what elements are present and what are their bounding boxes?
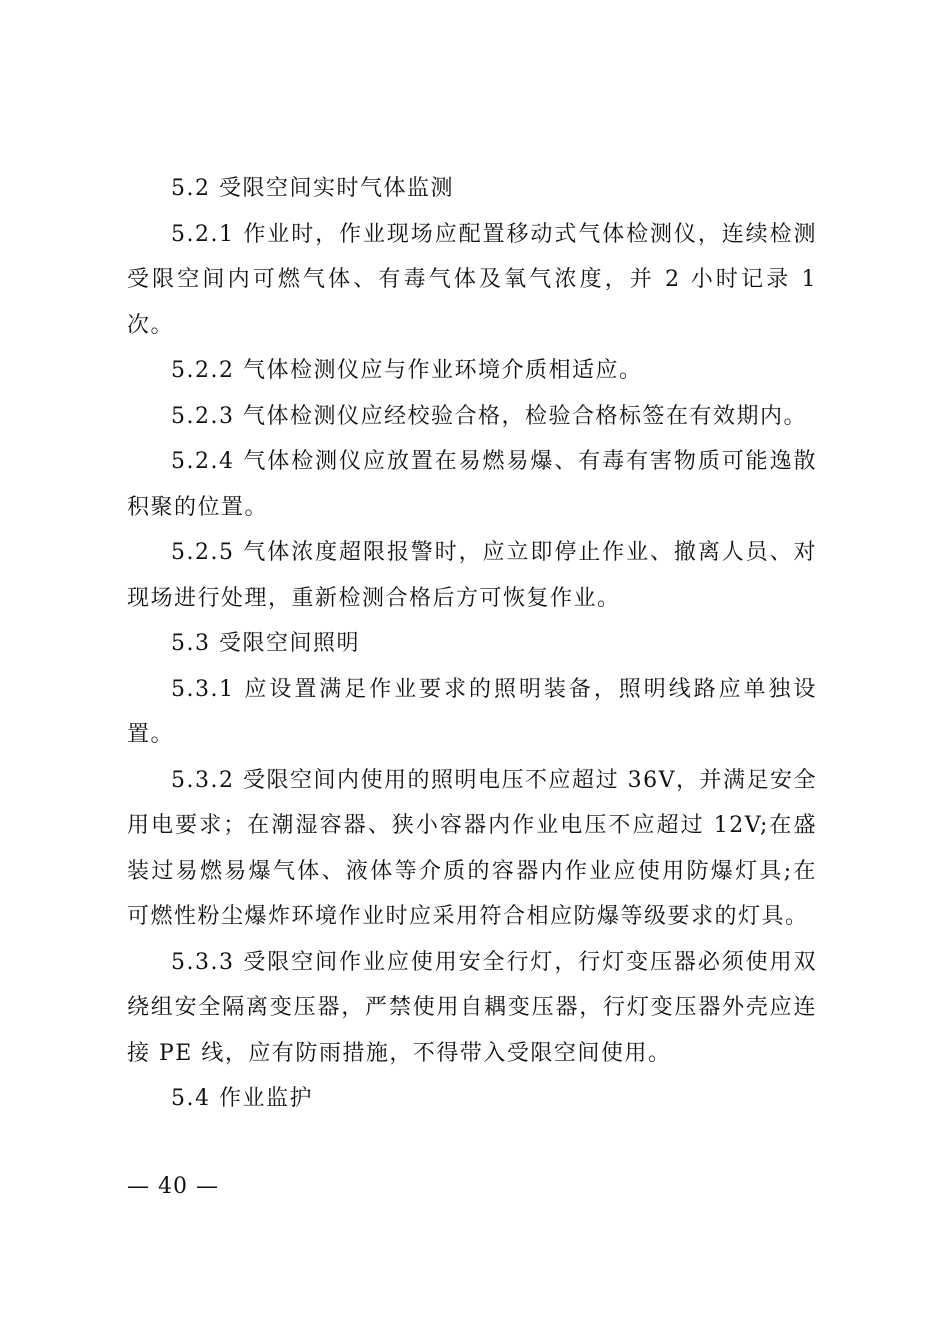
section-heading-5-4: 5.4 作业监护 [171,1086,313,1111]
clause-5-3-2: 5.3.2 受限空间内使用的照明电压不应超过 36V，并满足安全用电要求；在潮湿容器、狭小容器内作业电压不应超过 12V;在盛装过易燃易爆气体、液体等介质的容器内作业应使用防爆灯具;在可燃性粉尘爆炸环境作业时应采用符合相应防爆等级要求的灯具。 [127,767,817,929]
clause-5-3-1: 5.3.1 应设置满足作业要求的照明装备，照明线路应单独设置。 [127,676,817,747]
clause-5-2-5: 5.2.5 气体浓度超限报警时，应立即停止作业、撤离人员、对现场进行处理，重新检测合格后方可恢复作业。 [127,540,817,611]
section-heading-5-3: 5.3 受限空间照明 [171,631,360,656]
clause-5-3-3: 5.3.3 受限空间作业应使用安全行灯，行灯变压器必须使用双绕组安全隔离变压器，严禁使用自耦变压器，行灯变压器外壳应连接 PE 线，应有防雨措施，不得带入受限空间使用。 [127,949,817,1066]
page-body [127,166,817,1122]
clause-5-2-3: 5.2.3 气体检测仪应经校验合格，检验合格标签在有效期内。 [171,403,807,429]
clause-5-2-2: 5.2.2 气体检测仪应与作业环境介质相适应。 [171,358,643,383]
section-heading-5-2: 5.2 受限空间实时气体监测 [171,176,454,201]
clause-5-2-4: 5.2.4 气体检测仪应放置在易燃易爆、有毒有害物质可能逸散积聚的位置。 [127,449,817,520]
clause-5-2-1: 5.2.1 作业时，作业现场应配置移动式气体检测仪，连续检测受限空间内可燃气体、有毒气体及氧气浓度，并 2 小时记录 1 次。 [127,221,817,338]
page-number: — 40 — [127,1174,219,1199]
